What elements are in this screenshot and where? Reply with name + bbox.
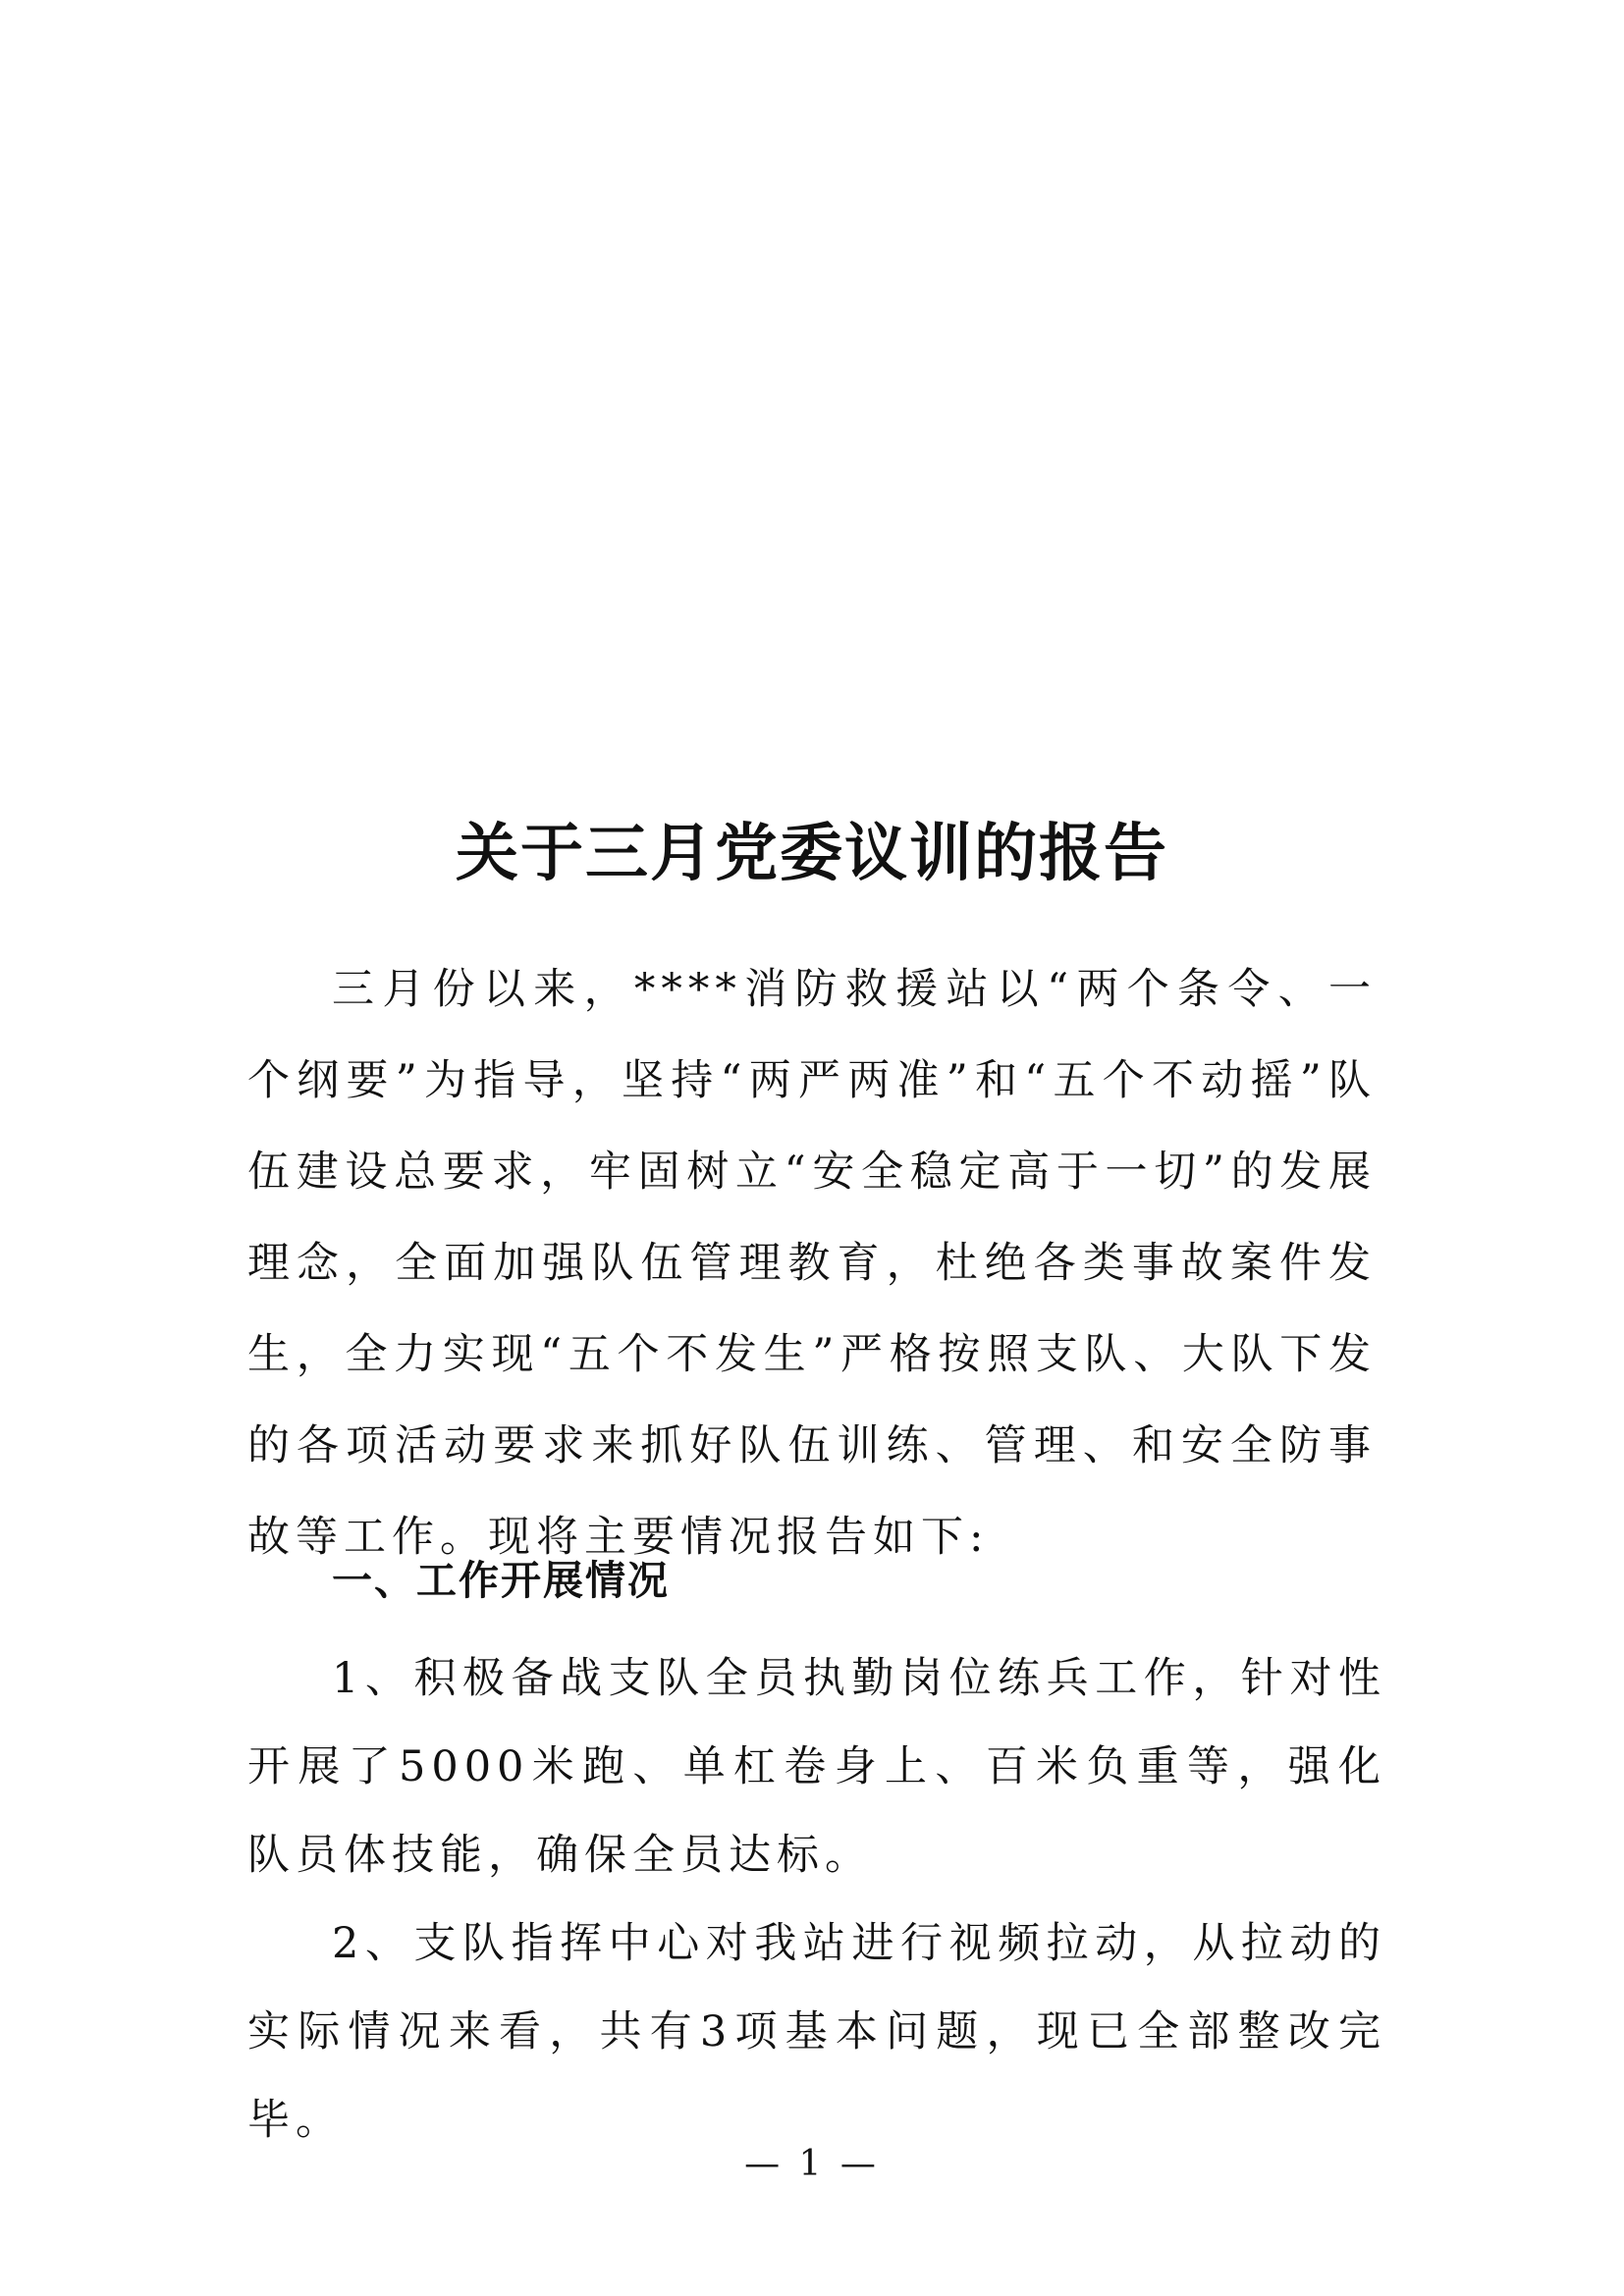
document-title: 关于三月党委议训的报告: [456, 817, 1168, 890]
work-item-2: 2、支队指挥中心对我站进行视频拉动，从拉动的实际情况来看，共有3项基本问题，现已全部整改完毕。: [247, 1919, 1386, 2145]
work-item-1: 1、积极备战支队全员执勤岗位练兵工作，针对性开展了5000米跑、单杠卷身上、百米负重等，强化队员体技能，确保全员达标。: [247, 1654, 1386, 1880]
section-heading-work-progress: 一、工作开展情况: [332, 1557, 670, 1604]
intro-paragraph: 三月份以来，****消防救援站以“两个条令、一个纲要”为指导，坚持“两严两准”和“五个不动摇”队伍建设总要求，牢固树立“安全稳定高于一切”的发展理念，全面加强队伍管理教育，杜绝各类事故案件发生，全力实现“五个不发生”严格按照支队、大队下发的各项活动要求来抓好队伍训练、管理、和安全防事故等工作。现将主要情况报告如下:: [247, 965, 1377, 1562]
page-number: — 1 —: [744, 2144, 880, 2184]
